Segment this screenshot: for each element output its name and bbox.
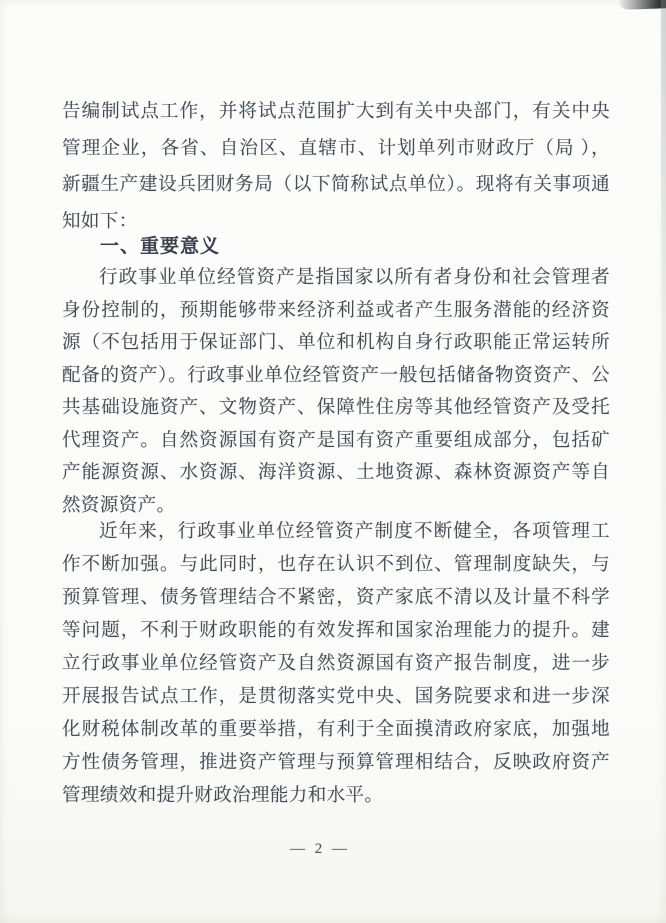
text-line: 管理绩效和提升财政治理能力和水平。 [62,786,384,806]
text-line: 立行政事业单位经管资产及自然资源国有资产报告制度，进一步 [62,654,610,674]
text-line: 预算管理、债务管理结合不紧密，资产家底不清以及计量不科学 [62,588,610,608]
text-line: 新疆生产建设兵团财务局（以下简称试点单位）。现将有关事项通 [62,175,610,195]
paragraph-asset-definition [62,262,610,522]
text-line: 配备的资产）。行政事业单位经管资产一般包括储备物资资产、公 [62,365,610,386]
text-line: 管理企业，各省、自治区、直辖市、计划单列市财政厅（局 ）， [62,138,610,159]
text-line: 作不断加强。与此同时，也存在认识不到位、管理制度缺失，与 [62,555,610,575]
text-line: 产能源资源、水资源、海洋资源、土地资源、森林资源资产等自 [62,463,610,483]
text-line: 等问题，不利于财政职能的有效发挥和国家治理能力的提升。建 [62,621,610,641]
text-line: 告编制试点工作，并将试点范围扩大到有关中央部门，有关中央 [62,102,610,122]
text-line: 然资源资产。 [62,495,176,516]
scan-smudge-artifact [618,0,666,10]
text-line: 代理资产。自然资源国有资产是国有资产重要组成部分，包括矿 [62,430,610,451]
text-line: 近年来，行政事业单位经管资产制度不断健全，各项管理工 [99,522,610,542]
section-heading-importance: 一、重要意义 [100,236,221,257]
text-line: 方性债务管理，推进资产管理与预算管理相结合，反映政府资产 [62,753,610,773]
text-line: 共基础设施资产、文物资产、保障性住房等其他经管资产及受托 [62,398,610,418]
text-line: 身份控制的，预期能够带来经济利益或者产生服务潜能的经济资 [62,300,610,321]
paragraph-continuation [62,94,610,240]
text-line: 行政事业单位经管资产是指国家以所有者身份和社会管理者 [99,268,610,288]
text-line: 化财税体制改革的重要举措，有利于全面摸清政府家底，加强地 [62,720,610,740]
text-line: 源（不包括用于保证部门、单位和机构自身行政职能正常运转所 [62,333,610,353]
text-line: 知如下： [62,211,138,232]
page-number: — 2 — [290,841,350,857]
text-line: 开展报告试点工作，是贯彻落实党中央、国务院要求和进一步深 [62,687,610,707]
paragraph-recent-years [62,516,610,813]
